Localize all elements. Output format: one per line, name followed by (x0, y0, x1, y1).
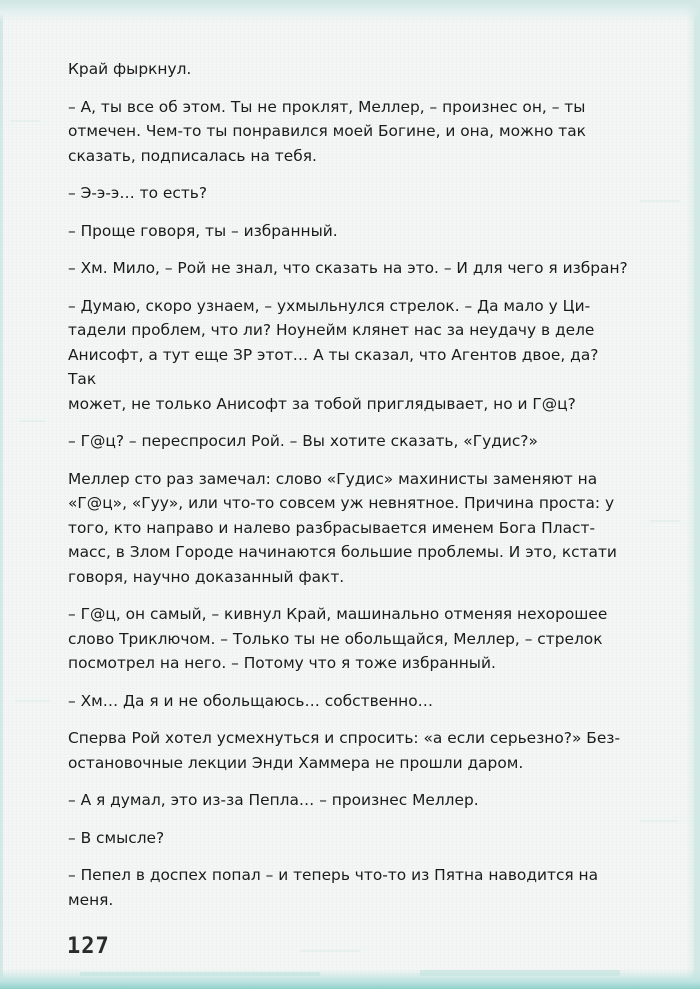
top-edge-decoration (0, 0, 700, 22)
paragraph: – Хм. Мило, – Рой не знал, что сказать на это. – И для чего я избран? (68, 259, 628, 277)
paragraph: Сперва Рой хотел усмехнуться и спросить: «а если серьезно?» Без- остановочные лекции Энди Хаммера не прошли даром. (68, 729, 621, 772)
bottom-edge-decoration (0, 969, 700, 989)
paragraph: Меллер сто раз замечал: слово «Гудис» махинисты заменяют на «Г@ц», «Гуу», или что-то совсем уж невнятное. Причина проста: у того, кто направо и налево разбрасывается именем Бога Пласт- масс, в Злом Городе начинаются большие проблемы. И это, кстати говоря, научно доказанный факт. (68, 469, 617, 586)
right-edge-decoration (686, 0, 700, 989)
paragraph: – Думаю, скоро узнаем, – ухмыльнулся стрелок. – Да мало у Ци- тадели проблем, что ли? Ноунейм клянет нас за неудачу в деле Анисофт, а тут еще ЗР этот… А ты сказал, что Агентов двое, да? Так может, не только Анисофт за тобой приглядывает, но и Г@ц? (68, 296, 599, 413)
paragraph: – Э-э-э… то есть? (68, 184, 208, 202)
paragraph: – В смысле? (68, 828, 165, 847)
paragraph: – А я думал, это из-за Пепла… – произнес Меллер. (68, 791, 479, 809)
page-text (68, 57, 630, 925)
paragraph: – А, ты все об этом. Ты не проклят, Меллер, – произнес он, – ты отмечен. Чем-то ты понравился моей Богине, и она, можно так сказать, подписалась на тебя. (68, 97, 586, 165)
paragraph: – Г@ц, он самый, – кивнул Край, машинально отменяя нехорошее слово Триключом. – Только ты не обольщайся, Меллер, – стрелок посмотрел на него. – Потому что я тоже избранный. (68, 605, 608, 672)
paragraph: Край фыркнул. (68, 60, 192, 78)
paragraph: – Г@ц? – переспросил Рой. – Вы хотите сказать, «Гудис?» (68, 432, 538, 450)
paragraph: – Хм… Да я и не обольщаюсь… собственно… (68, 691, 434, 710)
paragraph: – Пепел в доспех попал – и теперь что-то из Пятна наводится на меня. (68, 866, 599, 909)
page-number: 127 (67, 934, 110, 959)
paragraph: – Проще говоря, ты – избранный. (68, 221, 338, 240)
